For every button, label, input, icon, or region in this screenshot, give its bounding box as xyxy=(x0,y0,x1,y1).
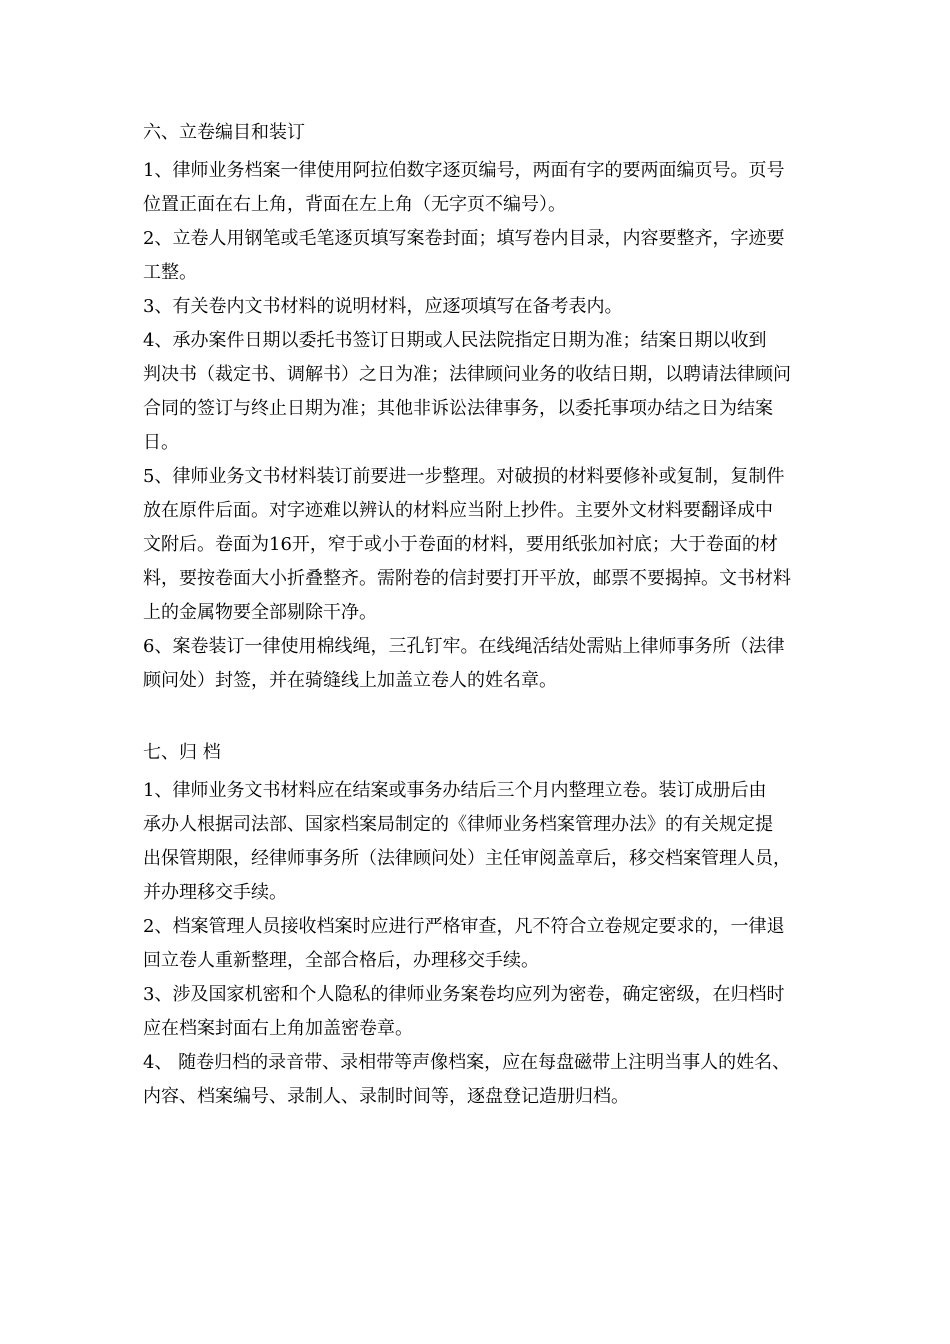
section-7-paragraph-3: 3、涉及国家机密和个人隐私的律师业务案卷均应列为密卷，确定密级，在归档时 应在档案封面右上角加盖密卷章。 xyxy=(143,984,785,1039)
section-6-title: 六、立卷编目和装订 xyxy=(143,122,305,143)
section-7-title: 七、归 档 xyxy=(143,742,221,763)
section-6-paragraph-2: 2、立卷人用钢笔或毛笔逐页填写案卷封面；填写卷内目录，内容要整齐，字迹要 工整。 xyxy=(143,228,785,283)
section-6-paragraph-1: 1、律师业务档案一律使用阿拉伯数字逐页编号，两面有字的要两面编页号。页号 位置正面在右上角，背面在左上角（无字页不编号）。 xyxy=(143,160,785,215)
section-7-paragraph-2: 2、档案管理人员接收档案时应进行严格审查，凡不符合立卷规定要求的，一律退 回立卷人重新整理，全部合格后，办理移交手续。 xyxy=(143,916,785,971)
section-6-paragraph-6: 6、案卷装订一律使用棉线绳，三孔钉牢。在线绳活结处需贴上律师事务所（法律 顾问处）封签，并在骑缝线上加盖立卷人的姓名章。 xyxy=(143,636,785,691)
section-7-paragraph-1: 1、律师业务文书材料应在结案或事务办结后三个月内整理立卷。装订成册后由 承办人根据司法部、国家档案局制定的《律师业务档案管理办法》的有关规定提 出保管期限，经律师事务所（法律顾问处）主任审阅盖章后，移交档案管理人员， 并办理移交手续。 xyxy=(143,780,791,903)
section-6-paragraph-4: 4、承办案件日期以委托书签订日期或人民法院指定日期为准；结案日期以收到 判决书（裁定书、调解书）之日为准；法律顾问业务的收结日期，以聘请法律顾问 合同的签订与终止日期为准；其他非诉讼法律事务，以委托事项办结之日为结案 日。 xyxy=(143,330,791,453)
document-page xyxy=(143,116,811,1114)
section-6-paragraph-5: 5、律师业务文书材料装订前要进一步整理。对破损的材料要修补或复制，复制件 放在原件后面。对字迹难以辨认的材料应当附上抄件。主要外文材料要翻译成中 文附后。卷面为16开，窄于或小于卷面的材料，要用纸张加衬底；大于卷面的材 料，要按卷面大小折叠整齐。需附卷的信封要打开平放，邮票不要揭掉。文书材料 上的金属物要全部剔除干净。 xyxy=(143,466,791,623)
section-7-paragraph-4: 4、 随卷归档的录音带、录相带等声像档案，应在每盘磁带上注明当事人的姓名、 内容、档案编号、录制人、录制时间等，逐盘登记造册归档。 xyxy=(143,1052,791,1107)
section-6-paragraph-3: 3、有关卷内文书材料的说明材料，应逐项填写在备考表内。 xyxy=(143,296,623,317)
